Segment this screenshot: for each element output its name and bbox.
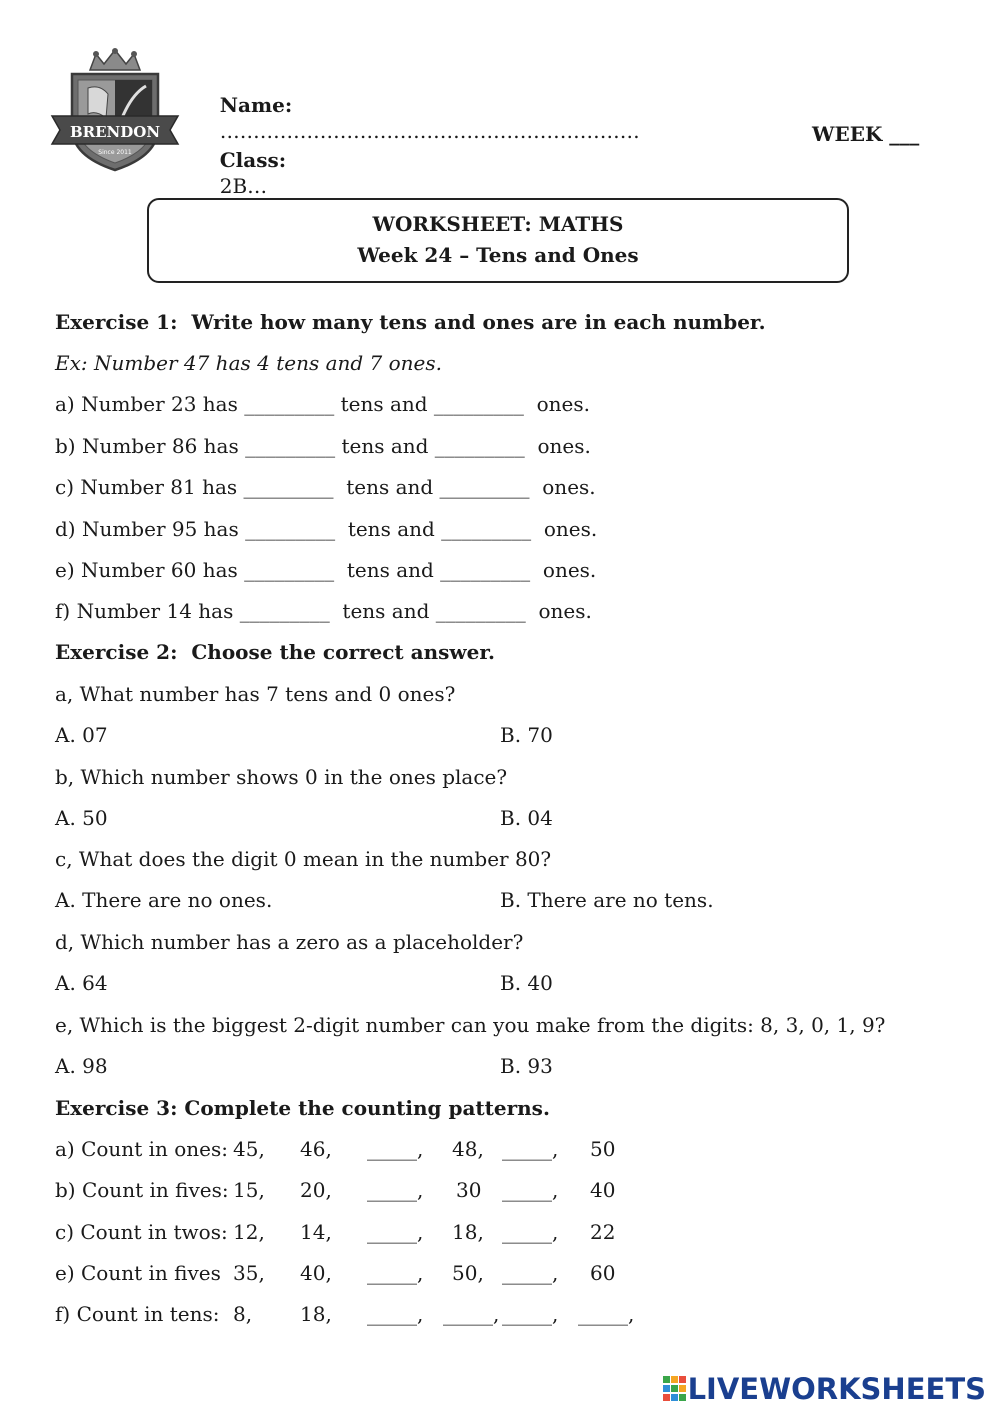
option-a[interactable]: A. There are no ones. <box>55 888 273 912</box>
pattern-label: f) Count in tens: <box>55 1302 220 1326</box>
pattern-value: 15, <box>233 1178 265 1202</box>
pattern-value: 40 <box>590 1178 616 1202</box>
liveworksheets-brand <box>662 1371 986 1407</box>
question-text: b, Which number shows 0 in the ones place? <box>55 765 508 789</box>
pattern-value: 50, <box>452 1261 484 1285</box>
option-b[interactable]: B. There are no tens. <box>500 888 714 912</box>
pattern-value: 45, <box>233 1137 265 1161</box>
pattern-value: 22 <box>590 1220 616 1244</box>
pattern-blank[interactable]: _____, <box>502 1261 559 1285</box>
worksheet-subtitle: Week 24 – Tens and Ones <box>357 243 639 267</box>
liveworksheets-wordmark: LIVEWORKSHEETS <box>687 1372 986 1406</box>
pattern-blank[interactable]: _____, <box>502 1137 559 1161</box>
exercise1-item[interactable]: f) Number 14 has _________ tens and _________ ones. <box>55 599 592 623</box>
option-a[interactable]: A. 07 <box>55 723 108 747</box>
option-b[interactable]: B. 40 <box>500 971 553 995</box>
exercise1-example: Ex: Number 47 has 4 tens and 7 ones. <box>55 351 442 375</box>
pattern-value: 18, <box>452 1220 484 1244</box>
worksheet-title: WORKSHEET: MATHS <box>372 212 624 236</box>
question-text: e, Which is the biggest 2-digit number can you make from the digits: 8, 3, 0, 1, 9? <box>55 1013 886 1037</box>
question-text: a, What number has 7 tens and 0 ones? <box>55 682 456 706</box>
pattern-label: c) Count in twos: <box>55 1220 228 1244</box>
pattern-value: 14, <box>300 1220 332 1244</box>
pattern-value: 35, <box>233 1261 265 1285</box>
name-field[interactable]: ……………………………………………………… <box>219 119 640 143</box>
week-label[interactable]: WEEK ___ <box>812 122 920 146</box>
pattern-blank[interactable]: _____, <box>367 1220 424 1244</box>
name-label: Name: <box>219 93 293 117</box>
exercise1-item[interactable]: c) Number 81 has _________ tens and _________ ones. <box>55 475 596 499</box>
pattern-blank[interactable]: _____, <box>443 1302 500 1326</box>
pattern-value: 60 <box>590 1261 616 1285</box>
pattern-label: e) Count in fives <box>55 1261 221 1285</box>
pattern-blank[interactable]: _____, <box>367 1302 424 1326</box>
pattern-value: 46, <box>300 1137 332 1161</box>
pattern-blank[interactable]: _____, <box>367 1178 424 1202</box>
option-b[interactable]: B. 93 <box>500 1054 553 1078</box>
option-a[interactable]: A. 98 <box>55 1054 108 1078</box>
pattern-label: b) Count in fives: <box>55 1178 229 1202</box>
pattern-blank[interactable]: _____, <box>502 1178 559 1202</box>
school-logo <box>48 48 182 174</box>
exercise2-heading: Exercise 2: Choose the correct answer. <box>55 640 495 664</box>
worksheet-title-box <box>147 198 849 283</box>
exercise1-heading: Exercise 1: Write how many tens and ones are in each number. <box>55 310 766 334</box>
pattern-label: a) Count in ones: <box>55 1137 228 1161</box>
pattern-blank[interactable]: _____, <box>578 1302 635 1326</box>
question-text: d, Which number has a zero as a placeholder? <box>55 930 524 954</box>
question-text: c, What does the digit 0 mean in the number 80? <box>55 847 552 871</box>
pattern-value: 12, <box>233 1220 265 1244</box>
pattern-blank[interactable]: _____, <box>367 1261 424 1285</box>
logo-subtext: Since 2011 <box>98 149 132 156</box>
option-b[interactable]: B. 70 <box>500 723 553 747</box>
logo-text: BRENDON <box>69 123 161 141</box>
exercise1-item[interactable]: d) Number 95 has _________ tens and _________ ones. <box>55 517 598 541</box>
pattern-value: 40, <box>300 1261 332 1285</box>
pattern-blank[interactable]: _____, <box>502 1302 559 1326</box>
pattern-value: 48, <box>452 1137 484 1161</box>
pattern-blank[interactable]: _____, <box>502 1220 559 1244</box>
pattern-value: 20, <box>300 1178 332 1202</box>
class-field[interactable]: 2B… <box>219 174 268 198</box>
class-label: Class: <box>219 148 287 172</box>
exercise1-item[interactable]: e) Number 60 has _________ tens and _________ ones. <box>55 558 597 582</box>
pattern-value: 50 <box>590 1137 616 1161</box>
liveworksheets-icon <box>662 1374 688 1404</box>
class-row <box>207 121 286 199</box>
option-a[interactable]: A. 64 <box>55 971 108 995</box>
pattern-value: 18, <box>300 1302 332 1326</box>
pattern-value: 8, <box>233 1302 253 1326</box>
exercise1-item[interactable]: a) Number 23 has _________ tens and _________ ones. <box>55 392 591 416</box>
pattern-blank[interactable]: _____, <box>367 1137 424 1161</box>
option-a[interactable]: A. 50 <box>55 806 108 830</box>
exercise3-heading: Exercise 3: Complete the counting patterns. <box>55 1096 550 1120</box>
pattern-value: 30 <box>456 1178 482 1202</box>
option-b[interactable]: B. 04 <box>500 806 553 830</box>
exercise1-item[interactable]: b) Number 86 has _________ tens and _________ ones. <box>55 434 591 458</box>
